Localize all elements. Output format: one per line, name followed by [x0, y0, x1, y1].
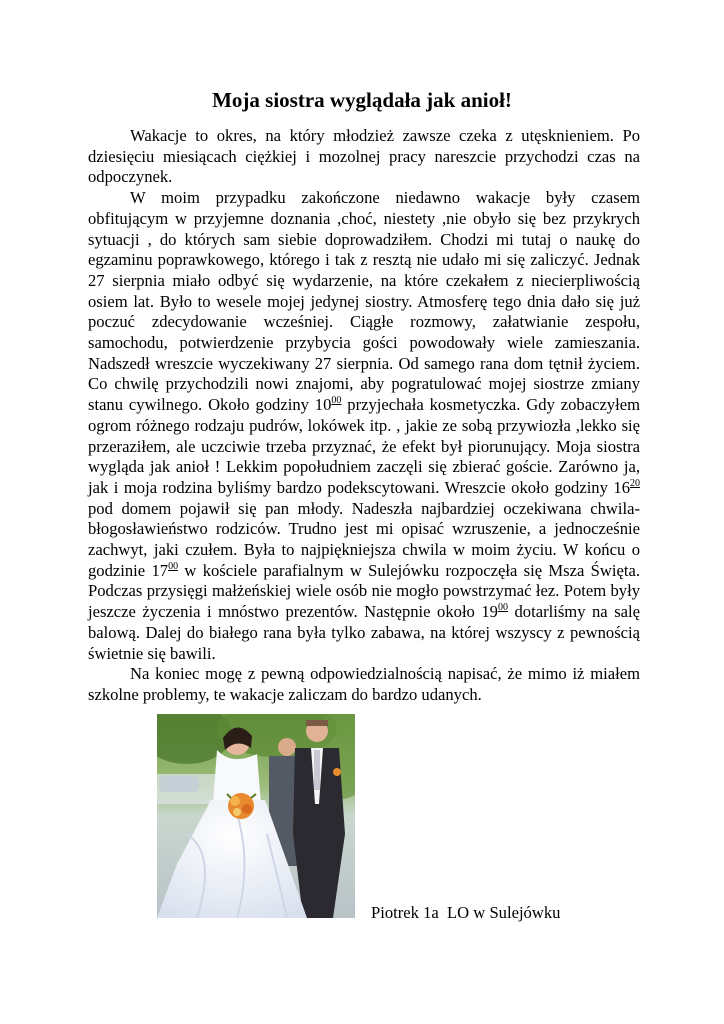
article-body	[88, 126, 640, 706]
time-superscript: 20	[630, 477, 640, 489]
time-superscript: 00	[331, 395, 342, 407]
paragraph-conclusion: Na koniec mogę z pewną odpowiedzialnością napisać, że mimo iż miałem szkolne problemy, te wakacje zaliczam do bardzo udanych.	[88, 664, 640, 704]
paragraph-main	[88, 188, 640, 664]
text-segment: przyjechała kosmetyczka. Gdy zobaczyłem ogrom różnego rodzaju pudrów, lokówek itp. , jakie ze sobą przywiozła ,lekko się przeraziłem, ale uczciwie trzeba przyznać, że efekt był piorunujący. Moja siostra wygląda jak anioł ! Lekkim popołudniem zaczęli się zbierać goście. Zarówno ja, jak i moja rodzina byliśmy bardzo podekscytowani. Wreszcie około godziny 16	[88, 395, 640, 497]
wedding-photo	[157, 714, 355, 918]
text-segment: pod domem pojawił się pan młody. Nadeszła najbardziej oczekiwana chwila-błogosławieństwo rodziców. Trudno jest mi opisać wzruszenie, a jednocześnie zachwyt, jaki czułem. Była to najpiękniejsza chwila w moim życiu. W końcu o godzinie 17	[88, 498, 640, 580]
text-segment: W moim przypadku zakończone niedawno wakacje były czasem obfitującym w przyjemne doznania ,choć, niestety ,nie obyło się bez przykrych sytuacji , do których sam siebie doprowadziłem. Chodzi mi tutaj o naukę do egzaminu poprawkowego, którego i tak z resztą nie udało mi się zaliczyć. Jednak 27 sierpnia miało odbyć się wydarzenie, na które czekałem z niecierpliwością osiem lat. Było to wesele mojej jedynej siostry. Atmosferę tego dnia dało się już poczuć zdecydowanie wcześniej. Ciągłe rozmowy, załatwianie zespołu, samochodu, potwierdzenie przybycia gości powodowały wiele zamieszania. Nadszedł wreszcie wyczekiwany 27 sierpnia. Od samego rana dom tętnił życiem. Co chwilę przychodzili nowi znajomi, aby pogratulować mojej siostrze zmiany stanu cywilnego. Około godziny 10	[88, 188, 640, 415]
article-title: Moja siostra wyglądała jak anioł!	[212, 88, 512, 112]
time-superscript: 00	[168, 560, 179, 572]
text-segment: w kościele parafialnym w Sulejówku rozpoczęła się Msza Święta. Podczas przysięgi małżeńskiej wiele osób nie mogło powstrzymać łez. Potem były jeszcze życzenia i mnóstwo prezentów. Następnie około 19	[88, 560, 640, 622]
paragraph-intro: Wakacje to okres, na który młodzież zawsze czeka z utęsknieniem. Po dziesięciu miesiącach ciężkiej i mozolnej pracy nareszcie przychodzi czas na odpoczynek.	[88, 126, 640, 187]
time-superscript: 00	[497, 602, 508, 614]
author-caption: Piotrek 1a LO w Sulejówku	[371, 903, 561, 922]
text-segment: dotarliśmy na salę balową. Dalej do białego rana była tylko zabawa, na której wszyscy z pewnością świetnie się bawili.	[88, 602, 640, 663]
